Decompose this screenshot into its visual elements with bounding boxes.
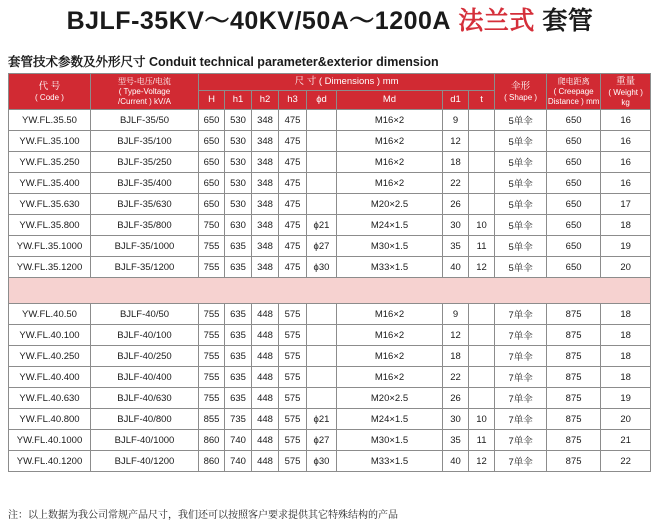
table-cell: M16×2 — [337, 304, 443, 325]
table-cell: 448 — [252, 388, 279, 409]
table-cell: 348 — [252, 215, 279, 236]
table-cell: 30 — [443, 215, 469, 236]
table-cell: 635 — [225, 346, 252, 367]
table-cell: 740 — [225, 451, 252, 472]
table-cell: 20 — [601, 257, 651, 278]
table-cell: 348 — [252, 152, 279, 173]
table-cell: M24×1.5 — [337, 215, 443, 236]
table-cell: 650 — [547, 173, 601, 194]
table-cell — [307, 110, 337, 131]
table-cell: YW.FL.35.1000 — [9, 236, 91, 257]
header-code: 代 号 ( Code ) — [9, 74, 91, 110]
table-row — [9, 236, 651, 257]
table-cell: 5单伞 — [495, 215, 547, 236]
table-cell: M24×1.5 — [337, 409, 443, 430]
table-cell: 530 — [225, 110, 252, 131]
table-cell: 575 — [279, 367, 307, 388]
table-cell: M16×2 — [337, 325, 443, 346]
table-cell: 12 — [469, 451, 495, 472]
table-cell: 18 — [601, 367, 651, 388]
table-cell: 755 — [199, 257, 225, 278]
table-cell: 875 — [547, 388, 601, 409]
table-cell: 448 — [252, 451, 279, 472]
table-cell: 530 — [225, 173, 252, 194]
table-row — [9, 430, 651, 451]
table-cell: 530 — [225, 131, 252, 152]
table-cell: 755 — [199, 325, 225, 346]
table-cell — [307, 173, 337, 194]
table-cell: 22 — [443, 173, 469, 194]
table-cell: BJLF-35/100 — [91, 131, 199, 152]
table-cell: BJLF-40/400 — [91, 367, 199, 388]
table-cell: 5单伞 — [495, 194, 547, 215]
table-cell: 17 — [601, 194, 651, 215]
table-cell: YW.FL.35.100 — [9, 131, 91, 152]
table-cell: 650 — [199, 194, 225, 215]
table-cell: 860 — [199, 430, 225, 451]
table-cell: BJLF-40/1000 — [91, 430, 199, 451]
table-cell: 635 — [225, 367, 252, 388]
table-cell: 575 — [279, 409, 307, 430]
table-cell: 475 — [279, 236, 307, 257]
table-cell — [307, 131, 337, 152]
table-cell: YW.FL.40.1200 — [9, 451, 91, 472]
table-cell — [307, 304, 337, 325]
table-cell: 755 — [199, 346, 225, 367]
table-cell: 35 — [443, 236, 469, 257]
table-cell: 575 — [279, 346, 307, 367]
table-cell: 475 — [279, 194, 307, 215]
table-cell: 40 — [443, 451, 469, 472]
table-cell: 16 — [601, 131, 651, 152]
table-cell: 475 — [279, 110, 307, 131]
table-cell: 650 — [547, 236, 601, 257]
table-cell: 448 — [252, 325, 279, 346]
header-col-phid: ϕd — [307, 91, 337, 110]
table-row — [9, 131, 651, 152]
header-col-Md: Md — [337, 91, 443, 110]
title-model: BJLF-35KV～40KV/50A～1200A — [66, 7, 451, 35]
table-cell: YW.FL.35.800 — [9, 215, 91, 236]
table-cell: 650 — [199, 110, 225, 131]
table-cell: YW.FL.35.630 — [9, 194, 91, 215]
table-row — [9, 152, 651, 173]
table-row — [9, 346, 651, 367]
table-cell: 7单伞 — [495, 304, 547, 325]
table-cell: 475 — [279, 152, 307, 173]
table-cell: 650 — [547, 215, 601, 236]
header-weight: 重量 ( Weight ) kg — [601, 74, 651, 110]
table-cell: M30×1.5 — [337, 430, 443, 451]
header-shape: 伞形 ( Shape ) — [495, 74, 547, 110]
table-cell: 755 — [199, 367, 225, 388]
table-cell: M20×2.5 — [337, 388, 443, 409]
table-cell: 448 — [252, 367, 279, 388]
table-cell: 650 — [547, 152, 601, 173]
table-cell — [469, 131, 495, 152]
table-cell: 22 — [601, 451, 651, 472]
table-cell: 5单伞 — [495, 131, 547, 152]
table-cell: 18 — [601, 346, 651, 367]
table-cell: ϕ30 — [307, 451, 337, 472]
title-highlight: 法兰式 — [458, 7, 535, 35]
table-cell: 11 — [469, 236, 495, 257]
table-cell: 348 — [252, 173, 279, 194]
table-cell — [469, 367, 495, 388]
spec-table — [8, 73, 651, 472]
table-cell: 18 — [443, 346, 469, 367]
table-row — [9, 388, 651, 409]
table-cell: 475 — [279, 257, 307, 278]
header-dimensions: 尺 寸 ( Dimensions ) mm — [199, 74, 495, 91]
table-cell: 9 — [443, 304, 469, 325]
table-cell — [307, 367, 337, 388]
table-cell: 348 — [252, 236, 279, 257]
table-cell: 40 — [443, 257, 469, 278]
table-cell — [307, 152, 337, 173]
table-cell: 5单伞 — [495, 236, 547, 257]
table-cell: BJLF-35/250 — [91, 152, 199, 173]
table-cell: 7单伞 — [495, 430, 547, 451]
table-cell: YW.FL.40.50 — [9, 304, 91, 325]
table-cell: 16 — [601, 110, 651, 131]
table-cell — [469, 173, 495, 194]
table-row — [9, 257, 651, 278]
table-cell: 7单伞 — [495, 451, 547, 472]
table-cell: 16 — [601, 152, 651, 173]
header-col-H: H — [199, 91, 225, 110]
table-cell: 22 — [443, 367, 469, 388]
table-cell — [307, 346, 337, 367]
table-cell: 5单伞 — [495, 152, 547, 173]
table-cell: ϕ30 — [307, 257, 337, 278]
table-cell: M16×2 — [337, 346, 443, 367]
table-cell: 26 — [443, 194, 469, 215]
table-cell: 35 — [443, 430, 469, 451]
table-cell — [469, 110, 495, 131]
table-cell: 875 — [547, 346, 601, 367]
table-row — [9, 325, 651, 346]
table-cell: 650 — [547, 110, 601, 131]
table-cell: 635 — [225, 388, 252, 409]
table-row — [9, 110, 651, 131]
table-cell: 448 — [252, 409, 279, 430]
table-cell: 18 — [601, 215, 651, 236]
table-cell: 348 — [252, 194, 279, 215]
table-cell: 650 — [547, 194, 601, 215]
table-cell: 875 — [547, 325, 601, 346]
table-cell: 7单伞 — [495, 325, 547, 346]
table-cell — [469, 194, 495, 215]
table-cell — [469, 304, 495, 325]
table-cell: 650 — [199, 152, 225, 173]
table-cell: 10 — [469, 409, 495, 430]
table-cell: M20×2.5 — [337, 194, 443, 215]
table-cell: 755 — [199, 304, 225, 325]
table-cell: YW.FL.40.250 — [9, 346, 91, 367]
table-cell: BJLF-35/1200 — [91, 257, 199, 278]
table-cell — [307, 325, 337, 346]
table-cell: 635 — [225, 236, 252, 257]
table-header — [9, 74, 651, 110]
table-cell: 348 — [252, 131, 279, 152]
table-cell: 12 — [443, 325, 469, 346]
table-cell: 860 — [199, 451, 225, 472]
table-cell: 875 — [547, 409, 601, 430]
table-cell: 475 — [279, 131, 307, 152]
table-cell: 740 — [225, 430, 252, 451]
table-cell: 19 — [601, 388, 651, 409]
table-cell: 18 — [443, 152, 469, 173]
table-cell: 575 — [279, 430, 307, 451]
table-cell: YW.FL.35.250 — [9, 152, 91, 173]
table-cell: 348 — [252, 110, 279, 131]
table-cell: 448 — [252, 304, 279, 325]
table-cell: 650 — [547, 131, 601, 152]
table-cell: 26 — [443, 388, 469, 409]
table-cell: ϕ27 — [307, 430, 337, 451]
table-cell: M16×2 — [337, 110, 443, 131]
header-type: 型号-电压/电流 ( Type-Voltage /Current ) kV/A — [91, 74, 199, 110]
table-cell: 875 — [547, 430, 601, 451]
table-row — [9, 194, 651, 215]
table-cell: M30×1.5 — [337, 236, 443, 257]
table-cell: 875 — [547, 367, 601, 388]
table-cell: YW.FL.40.630 — [9, 388, 91, 409]
table-cell: BJLF-35/50 — [91, 110, 199, 131]
table-cell: 5单伞 — [495, 110, 547, 131]
table-cell: 475 — [279, 173, 307, 194]
table-cell: BJLF-40/630 — [91, 388, 199, 409]
table-cell: M16×2 — [337, 173, 443, 194]
table-row — [9, 451, 651, 472]
table-cell: 875 — [547, 304, 601, 325]
table-cell: BJLF-35/400 — [91, 173, 199, 194]
table-cell — [469, 325, 495, 346]
table-cell: 635 — [225, 257, 252, 278]
section-subtitle: 套管技术参数及外形尺寸 Conduit technical parameter&exterior dimension — [8, 55, 439, 69]
page-title — [0, 2, 660, 40]
table-cell: BJLF-35/630 — [91, 194, 199, 215]
header-col-d1: d1 — [443, 91, 469, 110]
table-cell: 12 — [443, 131, 469, 152]
table-cell: 7单伞 — [495, 346, 547, 367]
table-cell: 575 — [279, 325, 307, 346]
table-cell: 750 — [199, 215, 225, 236]
table-cell: 7单伞 — [495, 388, 547, 409]
table-cell: 755 — [199, 388, 225, 409]
table-cell: YW.FL.40.800 — [9, 409, 91, 430]
header-col-h1: h1 — [225, 91, 252, 110]
table-cell: YW.FL.40.1000 — [9, 430, 91, 451]
table-cell: 10 — [469, 215, 495, 236]
table-cell: 575 — [279, 451, 307, 472]
table-row — [9, 304, 651, 325]
table-cell — [307, 194, 337, 215]
header-creepage: 爬电距离 ( Creepage Distance ) mm — [547, 74, 601, 110]
table-cell: 650 — [547, 257, 601, 278]
table-cell: ϕ21 — [307, 215, 337, 236]
table-cell: 630 — [225, 215, 252, 236]
table-row — [9, 215, 651, 236]
table-cell: YW.FL.40.400 — [9, 367, 91, 388]
table-cell: BJLF-35/800 — [91, 215, 199, 236]
table-cell — [469, 152, 495, 173]
table-cell: BJLF-40/100 — [91, 325, 199, 346]
table-cell: YW.FL.35.400 — [9, 173, 91, 194]
table-cell: 855 — [199, 409, 225, 430]
table-cell: 16 — [601, 173, 651, 194]
table-cell: M33×1.5 — [337, 451, 443, 472]
table-cell: ϕ21 — [307, 409, 337, 430]
table-cell: 875 — [547, 451, 601, 472]
table-cell: BJLF-35/1000 — [91, 236, 199, 257]
header-col-t: t — [469, 91, 495, 110]
table-cell: 735 — [225, 409, 252, 430]
table-cell: 448 — [252, 346, 279, 367]
table-row — [9, 409, 651, 430]
table-cell: 12 — [469, 257, 495, 278]
header-col-h3: h3 — [279, 91, 307, 110]
title-tail: 套管 — [542, 7, 594, 35]
table-cell: BJLF-40/1200 — [91, 451, 199, 472]
table-cell: ϕ27 — [307, 236, 337, 257]
table-cell: 30 — [443, 409, 469, 430]
table-cell: 650 — [199, 173, 225, 194]
table-cell: 650 — [199, 131, 225, 152]
table-cell: 348 — [252, 257, 279, 278]
table-cell — [469, 388, 495, 409]
header-col-h2: h2 — [252, 91, 279, 110]
table-cell — [469, 346, 495, 367]
separator-cell — [9, 278, 651, 304]
table-cell: M16×2 — [337, 367, 443, 388]
table-cell: 575 — [279, 304, 307, 325]
table-cell: 635 — [225, 325, 252, 346]
table-cell: M16×2 — [337, 152, 443, 173]
table-cell: 21 — [601, 430, 651, 451]
table-cell: 448 — [252, 430, 279, 451]
table-row — [9, 367, 651, 388]
group-separator — [9, 278, 651, 304]
table-cell: M33×1.5 — [337, 257, 443, 278]
table-cell: BJLF-40/250 — [91, 346, 199, 367]
table-cell: YW.FL.40.100 — [9, 325, 91, 346]
table-cell: 5单伞 — [495, 257, 547, 278]
table-cell: 5单伞 — [495, 173, 547, 194]
table-cell: YW.FL.35.50 — [9, 110, 91, 131]
table-cell: BJLF-40/50 — [91, 304, 199, 325]
table-cell: 575 — [279, 388, 307, 409]
table-cell: M16×2 — [337, 131, 443, 152]
table-cell: 475 — [279, 215, 307, 236]
table-cell: 635 — [225, 304, 252, 325]
table-cell: 7单伞 — [495, 367, 547, 388]
table-cell: 755 — [199, 236, 225, 257]
table-cell: 7单伞 — [495, 409, 547, 430]
table-cell: 530 — [225, 152, 252, 173]
footnote: 注：以上数据为我公司常规产品尺寸，我们还可以按照客户要求提供其它特殊结构的产品 — [8, 510, 398, 521]
table-cell: YW.FL.35.1200 — [9, 257, 91, 278]
table-cell: 9 — [443, 110, 469, 131]
table-row — [9, 173, 651, 194]
table-cell: 20 — [601, 409, 651, 430]
table-cell: 18 — [601, 304, 651, 325]
table-body — [9, 110, 651, 472]
table-cell — [307, 388, 337, 409]
table-cell: 18 — [601, 325, 651, 346]
table-cell: 19 — [601, 236, 651, 257]
table-cell: 11 — [469, 430, 495, 451]
table-cell: BJLF-40/800 — [91, 409, 199, 430]
table-cell: 530 — [225, 194, 252, 215]
